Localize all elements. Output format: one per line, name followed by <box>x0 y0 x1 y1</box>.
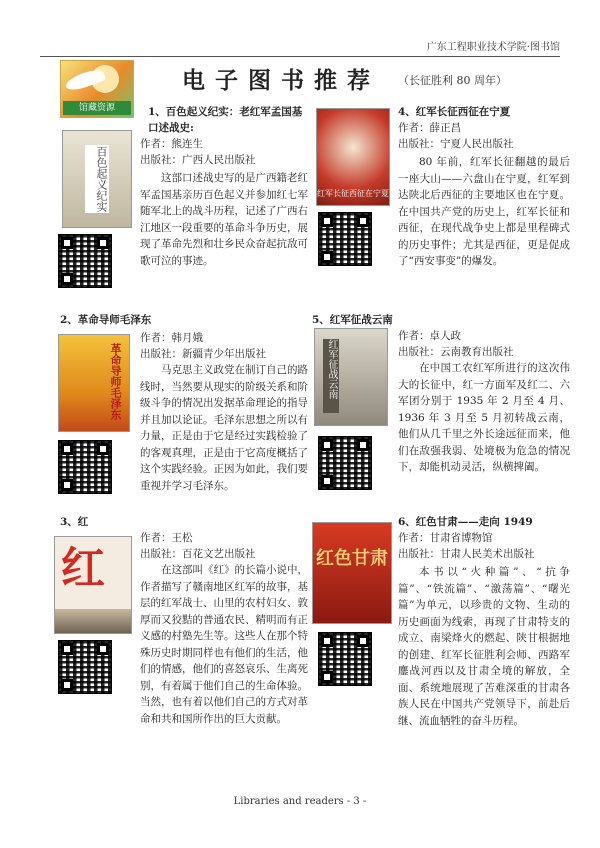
institution-name: 广东工程职业技术学院·图书馆 <box>426 42 560 53</box>
book-4-cover[interactable] <box>316 108 390 206</box>
book-2-publisher: 出版社：新疆青少年出版社 <box>140 348 266 360</box>
book-5-cover[interactable] <box>314 328 388 426</box>
book-5-cover-title: 红军征战云南 <box>323 339 339 413</box>
book-1-cover-title: 百色起义纪实 <box>85 145 109 213</box>
book-6-description: 本书以“火种篇”、“抗争篇”、“铁流篇”、“激荡篇”、“曙光篇”为单元，以珍贵的文物、生动的历史画面为线索，再现了甘肃特支的成立、南梁烽火的燃起、陕甘根据地的创建、红军长征胜利会师、西路军鏖战河西以及甘肃全境的解放，全面、系统地展现了苦难深重的甘肃各族人民在中国共产党领导下，前赴后继、流血牺牲的奋斗历程。 <box>398 566 570 727</box>
book-4-author: 作者：薛正昌 <box>398 122 461 134</box>
book-4-publisher: 出版社：宁夏人民出版社 <box>398 138 514 150</box>
book-5-heading: 5、红军征战云南 <box>312 314 393 326</box>
book-2-cover[interactable] <box>58 334 130 432</box>
book-1-author: 作者：熊连生 <box>140 138 203 150</box>
book-3-meta <box>140 530 308 562</box>
book-4-cover-title: 红军长征西征在宁夏 <box>317 189 389 198</box>
book-2-qr-code[interactable] <box>58 440 112 494</box>
book-6-meta <box>398 530 568 562</box>
book-1-publisher: 出版社：广西人民出版社 <box>140 154 256 166</box>
book-1-qr-code[interactable] <box>58 234 112 288</box>
book-1-heading: 1、百色起义纪实：老红军孟国基口述战史: <box>148 106 303 134</box>
book-3-qr-code[interactable] <box>58 640 112 694</box>
book-6-heading: 6、红色甘肃——走向 1949 <box>398 516 533 528</box>
book-3-cover-art <box>55 609 131 633</box>
book-5-qr-code[interactable] <box>318 436 372 490</box>
book-3-cover-title: 红 <box>61 543 105 594</box>
book-6-cover-title: 红色甘肃 <box>316 548 388 569</box>
book-6-cover[interactable] <box>312 522 392 624</box>
book-1-description: 这部口述战史写的是广西籍老红军孟国基亲历百色起义并参加红七军随军北上的战斗历程，记述了广西右江地区一段重要的革命斗争历史，展现了革命先烈和壮乡民众奋起抗敌可歌可泣的事迹。 <box>140 172 308 267</box>
book-2-heading: 2、革命导师毛泽东 <box>60 314 152 326</box>
book-3-publisher: 出版社：百花文艺出版社 <box>140 548 256 560</box>
book-3-description: 在这部叫《红》的长篇小说中，作者描写了赣南地区红军的故事，基层的红军战士、山里的农村妇女、敦厚而又狡黠的普通农民、精明而有正义感的村塾先生等。这些人在那个特殊历史时期同样也有他们的生活，他们的情感，他们的喜怒哀乐、生离死别，有着属于他们自己的生命体验。当然，也有着以他们自己的方式对革命和共和国所作出的巨大贡献。 <box>140 564 308 725</box>
book-1-meta <box>140 136 308 168</box>
book-2-description: 马克思主义政党在制订自己的路线时，当然要从现实的阶级关系和阶级斗争的情况出发据革命理论的指导并且加以论证。毛泽东思想之所以有力量，正是由于它是经过实践检验了的客观真理，正是由于它高度概括了这个实践经验。正因为如此，我们要重视并学习毛泽东。 <box>140 364 308 492</box>
page-header <box>40 38 560 57</box>
page-title: 电子图书推荐 <box>182 68 380 94</box>
book-2-meta <box>140 330 308 362</box>
logo-label: 馆藏资源 <box>63 101 131 115</box>
book-3-heading: 3、红 <box>60 516 89 528</box>
book-4-qr-code[interactable] <box>318 212 372 266</box>
book-5-description: 在中国工农红军所进行的这次伟大的长征中，红一方面军及红二、六军团分别于 1935 年 2 月至 4 月、1936 年 3 月至 5 月初转战云南，他们从几千里之外长途远征而来，他们在敌强我弱、处境极为危急的情况下，却能机动灵活，纵横捭阖。 <box>398 362 570 473</box>
page-subtitle: （长征胜利 80 周年） <box>398 74 507 87</box>
book-5-meta <box>398 328 568 360</box>
book-3-cover[interactable] <box>54 536 132 634</box>
book-5-author: 作者：卓人政 <box>398 330 461 342</box>
book-5-publisher: 出版社：云南教育出版社 <box>398 346 514 358</box>
book-4-meta <box>398 120 568 152</box>
book-6-publisher: 出版社：甘肃人民美术出版社 <box>398 548 535 560</box>
book-3-author: 作者：王松 <box>140 532 193 544</box>
book-2-cover-title: 革命导师毛泽东 <box>109 343 122 420</box>
page-footer: Libraries and readers - 3 - <box>233 796 367 807</box>
book-6-author: 作者：甘肃省博物馆 <box>398 532 493 544</box>
book-4-heading: 4、红军长征西征在宁夏 <box>398 106 511 118</box>
book-4-description: 80 年前，红军长征翻越的最后一座大山——六盘山在宁夏，红军到达陕北后西征的主要地区也在宁夏。在中国共产党的历史上，红军长征和西征，在现代战争史上都是里程碑式的历史事件；尤其是西征，更是促成了“西安事变”的爆发。 <box>398 156 570 267</box>
book-2-author: 作者：韩月娥 <box>140 332 203 344</box>
book-6-qr-code[interactable] <box>318 632 372 686</box>
collection-logo <box>60 60 134 118</box>
book-1-cover[interactable] <box>62 130 132 228</box>
